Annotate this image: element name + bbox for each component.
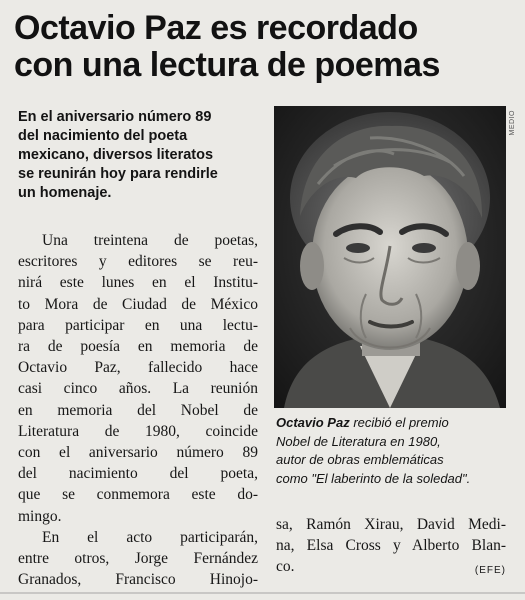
body-line: Octavio Paz, fallecido hace	[18, 359, 258, 377]
lede-line: se reunirán hoy para rendirle	[18, 166, 218, 182]
headline-line-2: con una lectura de poemas	[14, 46, 440, 84]
body-line: que se conmemora este do-	[18, 486, 258, 504]
body-line: Granados, Francisco Hinojo-	[18, 571, 258, 589]
body-line: para participar en una lectu-	[18, 316, 258, 334]
photo-credit: MEDIO	[509, 110, 516, 136]
body-line: nirá este lunes en el Institu-	[18, 274, 258, 292]
body-line: ra de poesía en memoria de	[18, 338, 258, 356]
agency-credit: (EFE)	[474, 565, 506, 577]
article-body	[18, 230, 258, 590]
lede-line: mexicano, diversos literatos	[18, 147, 214, 163]
article-body-continued	[276, 514, 506, 582]
caption-line: autor de obras emblemáticas	[276, 452, 444, 467]
caption-name: Octavio Paz	[276, 415, 350, 430]
body-line: Una treintena de poetas,	[42, 232, 258, 249]
body-line: en memoria del Nobel de	[18, 401, 258, 419]
body-line: na, Elsa Cross y Alberto Blan-	[276, 537, 506, 555]
caption-line	[276, 414, 514, 433]
portrait-photo	[274, 106, 506, 408]
body-line-text: co.	[276, 558, 295, 576]
bottom-edge	[0, 592, 525, 594]
body-line-last	[276, 556, 506, 577]
headline-line-1: Octavio Paz es recordado	[14, 9, 418, 47]
body-line: con el aniversario número 89	[18, 444, 258, 462]
lede-summary	[18, 108, 262, 203]
body-line: casi cinco años. La reunión	[18, 380, 258, 398]
caption-text: recibió el premio	[349, 415, 449, 430]
body-line: mingo.	[18, 507, 62, 525]
photo-caption	[276, 414, 514, 488]
caption-line: como "El laberinto de la soledad".	[276, 470, 471, 486]
body-line: En el acto participarán,	[42, 528, 258, 546]
body-line: entre otros, Jorge Fernández	[18, 550, 258, 568]
portrait-illustration	[274, 106, 506, 408]
body-line: del nacimiento del poeta,	[18, 465, 258, 483]
lede-line: un homenaje.	[18, 185, 112, 201]
lede-line: En el aniversario número 89	[18, 109, 212, 125]
lede-line: del nacimiento del poeta	[18, 128, 188, 144]
body-line: escritores y editores se reu-	[18, 253, 258, 271]
caption-line: Nobel de Literatura en 1980,	[276, 433, 441, 449]
body-line: to Mora de Ciudad de México	[18, 295, 258, 313]
body-line: Literatura de 1980, coincide	[18, 422, 258, 440]
body-line: sa, Ramón Xirau, David Medi-	[276, 516, 506, 533]
headline	[14, 10, 514, 84]
